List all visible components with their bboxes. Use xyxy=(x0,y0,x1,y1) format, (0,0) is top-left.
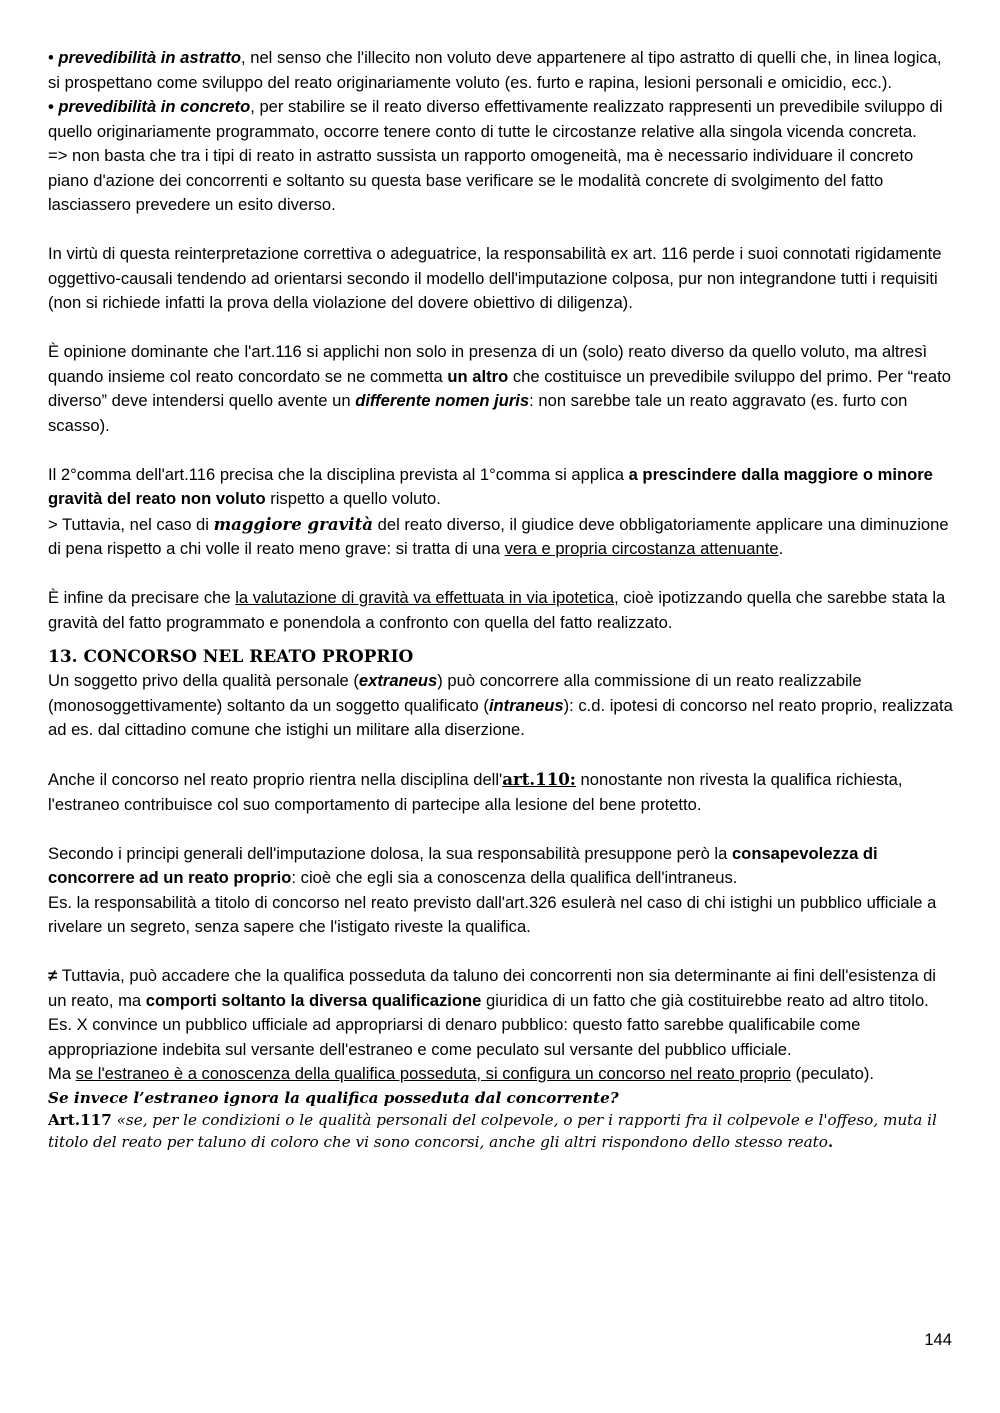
term-intraneus: intraneus xyxy=(488,695,564,715)
bullet: • xyxy=(48,97,59,116)
paragraph-ma: Ma se l'estraneo è a conoscenza della qualifica posseduta, si configura un concorso nel reato proprio (peculato). xyxy=(48,1064,874,1083)
paragraph-tuttavia: > Tuttavia, nel caso di maggiore gravità del reato diverso, il giudice deve obbligatoriamente applicare una diminuzione di pena rispetto a chi volle il reato meno grave: si tratta di una vera e propria circostanza attenuante. xyxy=(48,513,949,558)
paragraph-art117: Art.117 «se, per le condizioni o le qualità personali del colpevole, o per i rapporti fra il colpevole e l'offeso, muta il titolo del reato per taluno di coloro che vi sono concorsi, anche gli altri rispondono dello stesso reato. xyxy=(48,1110,937,1151)
paragraph-valutazione: È infine da precisare che la valutazione di gravità va effettuata in via ipotetica, cioè ipotizzando quella che sarebbe stata la gravità del fatto programmato e ponendola a confronto con quella del fatto realizzato. xyxy=(48,588,946,632)
paragraph-diversa-qualificazione: ≠ Tuttavia, può accadere che la qualifica posseduta da taluno dei concorrenti non sia determinante ai fini dell'esistenza di un reato, ma comporti soltanto la diversa qualificazione giuridica di un fatto che già costituirebbe reato ad altro titolo. xyxy=(48,966,936,1010)
emphasis-maggiore-gravita: maggiore gravità xyxy=(213,513,374,534)
paragraph-prevedibilita-concreto xyxy=(48,95,954,144)
text: , nel senso che l'illecito non voluto deve appartenere al tipo astratto di quelli che, in linea logica, si prospettano come sviluppo del reato originariamente voluto (es. furto e rapina, lesioni personali e omicidio, ecc.). xyxy=(48,48,942,92)
article-ref-110: art.110: xyxy=(502,769,576,789)
question-text: Se invece l’estraneo ignora la qualifica posseduta dal concorrente? xyxy=(48,1088,619,1107)
term-prevedibilita-concreto: prevedibilità in concreto xyxy=(58,97,251,116)
page-number: 144 xyxy=(924,1330,952,1349)
paragraph-prevedibilita-astratto xyxy=(48,46,954,95)
page-body xyxy=(48,46,954,1153)
underlined-valutazione: la valutazione di gravità va effettuata in via ipotetica, xyxy=(235,588,619,607)
paragraph-reinterpretazione: In virtù di questa reinterpretazione correttiva o adeguatrice, la responsabilità ex art. 116 perde i suoi connotati rigidamente oggettivo-causali tendendo ad orientarsi secondo il modello dell'imputazione colposa, pur non integrandone tutti i requisiti (non si richiede infatti la prova della violazione del dovere obiettivo di diligenza). xyxy=(48,244,942,312)
quote-art117: «se, per le condizioni o le qualità personali del colpevole, o per i rapporti fra il colpevole e l'offeso, muta il titolo del reato per taluno di coloro che vi sono concorsi, anche gli altri rispondono dello stesso reato xyxy=(48,1110,937,1151)
paragraph-opinione-dominante: È opinione dominante che l'art.116 si applichi non solo in presenza di un (solo) reato diverso da quello voluto, ma altresì quando insieme col reato concordato se ne commetta un altro che costituisce un prevedibile sviluppo del primo. Per “reato diverso” deve intendersi quello avente un differente nomen juris: non sarebbe tale un reato aggravato (es. furto con scasso). xyxy=(48,342,951,435)
article-ref-117: Art.117 xyxy=(48,1110,112,1129)
emphasis-consapevolezza: consapevolezza di concorrere ad un reato proprio xyxy=(48,843,878,887)
section-heading: 13. CONCORSO NEL REATO PROPRIO xyxy=(48,647,414,667)
paragraph-art110: Anche il concorso nel reato proprio rientra nella disciplina dell'art.110: nonostante non rivesta la qualifica richiesta, l'estraneo contribuisce col suo comportamento di partecipe alla lesione del bene protetto. xyxy=(48,769,903,814)
term-extraneus: extraneus xyxy=(358,671,438,690)
term-prevedibilita-astratto: prevedibilità in astratto xyxy=(58,48,241,67)
paragraph-conclusion: => non basta che tra i tipi di reato in astratto sussista un rapporto omogeneità, ma è necessario individuare il concreto piano d'azione dei concorrenti e soltanto su questa base verificare se le modalità concrete di svolgimento del fatto lasciassero prevedere un esito diverso. xyxy=(48,146,914,214)
paragraph-secondo-comma: Il 2°comma dell'art.116 precisa che la disciplina prevista al 1°comma si applica a prescindere dalla maggiore o minore gravità del reato non voluto rispetto a quello voluto. xyxy=(48,464,933,508)
paragraph-imputazione-dolosa: Secondo i principi generali dell'imputazione dolosa, la sua responsabilità presuppone però la consapevolezza di concorrere ad un reato proprio: cioè che egli sia a conoscenza della qualifica dell'intraneus. xyxy=(48,843,878,887)
paragraph-extraneus: Un soggetto privo della qualità personale (extraneus) può concorrere alla commissione di un reato realizzabile (monosoggettivamente) soltanto da un soggetto qualificato (intraneus): c.d. ipotesi di concorso nel reato proprio, realizzata ad es. dal cittadino comune che istighi un militare alla diserzione. xyxy=(48,671,953,739)
not-equal-symbol: ≠ xyxy=(48,966,62,985)
emphasis-diversa-qualificazione: comporti soltanto la diversa qualificazione xyxy=(145,990,482,1010)
paragraph-esempio-326: Es. la responsabilità a titolo di concorso nel reato previsto dall'art.326 esulerà nel caso di chi istighi un pubblico ufficiale a rivelare un segreto, senza sapere che l'istigato riveste la qualifica. xyxy=(48,892,937,936)
bullet: • xyxy=(48,48,59,67)
paragraph-esempio-peculato: Es. X convince un pubblico ufficiale ad appropriarsi di denaro pubblico: questo fatto sarebbe qualificabile come appropriazione indebita sul versante dell'estraneo e come peculato sul versante del pubblico ufficiale. xyxy=(48,1015,861,1059)
underlined-circostanza: vera e propria circostanza attenuante xyxy=(504,539,779,558)
emphasis-nomen-juris: differente nomen juris xyxy=(355,391,530,410)
emphasis-gravita: a prescindere dalla maggiore o minore gravità del reato non voluto xyxy=(48,464,933,508)
underlined-concorso: se l'estraneo è a conoscenza della qualifica posseduta, si configura un concorso nel reato proprio xyxy=(75,1064,791,1083)
text: , per stabilire se il reato diverso effettivamente realizzato rappresenti un prevedibile sviluppo di quello originariamente programmato, occorre tenere conto di tutte le circostanze relative alla singola vicenda concreta. xyxy=(48,97,943,141)
question-line xyxy=(48,1087,954,1109)
emphasis-un-altro: un altro xyxy=(447,366,509,386)
